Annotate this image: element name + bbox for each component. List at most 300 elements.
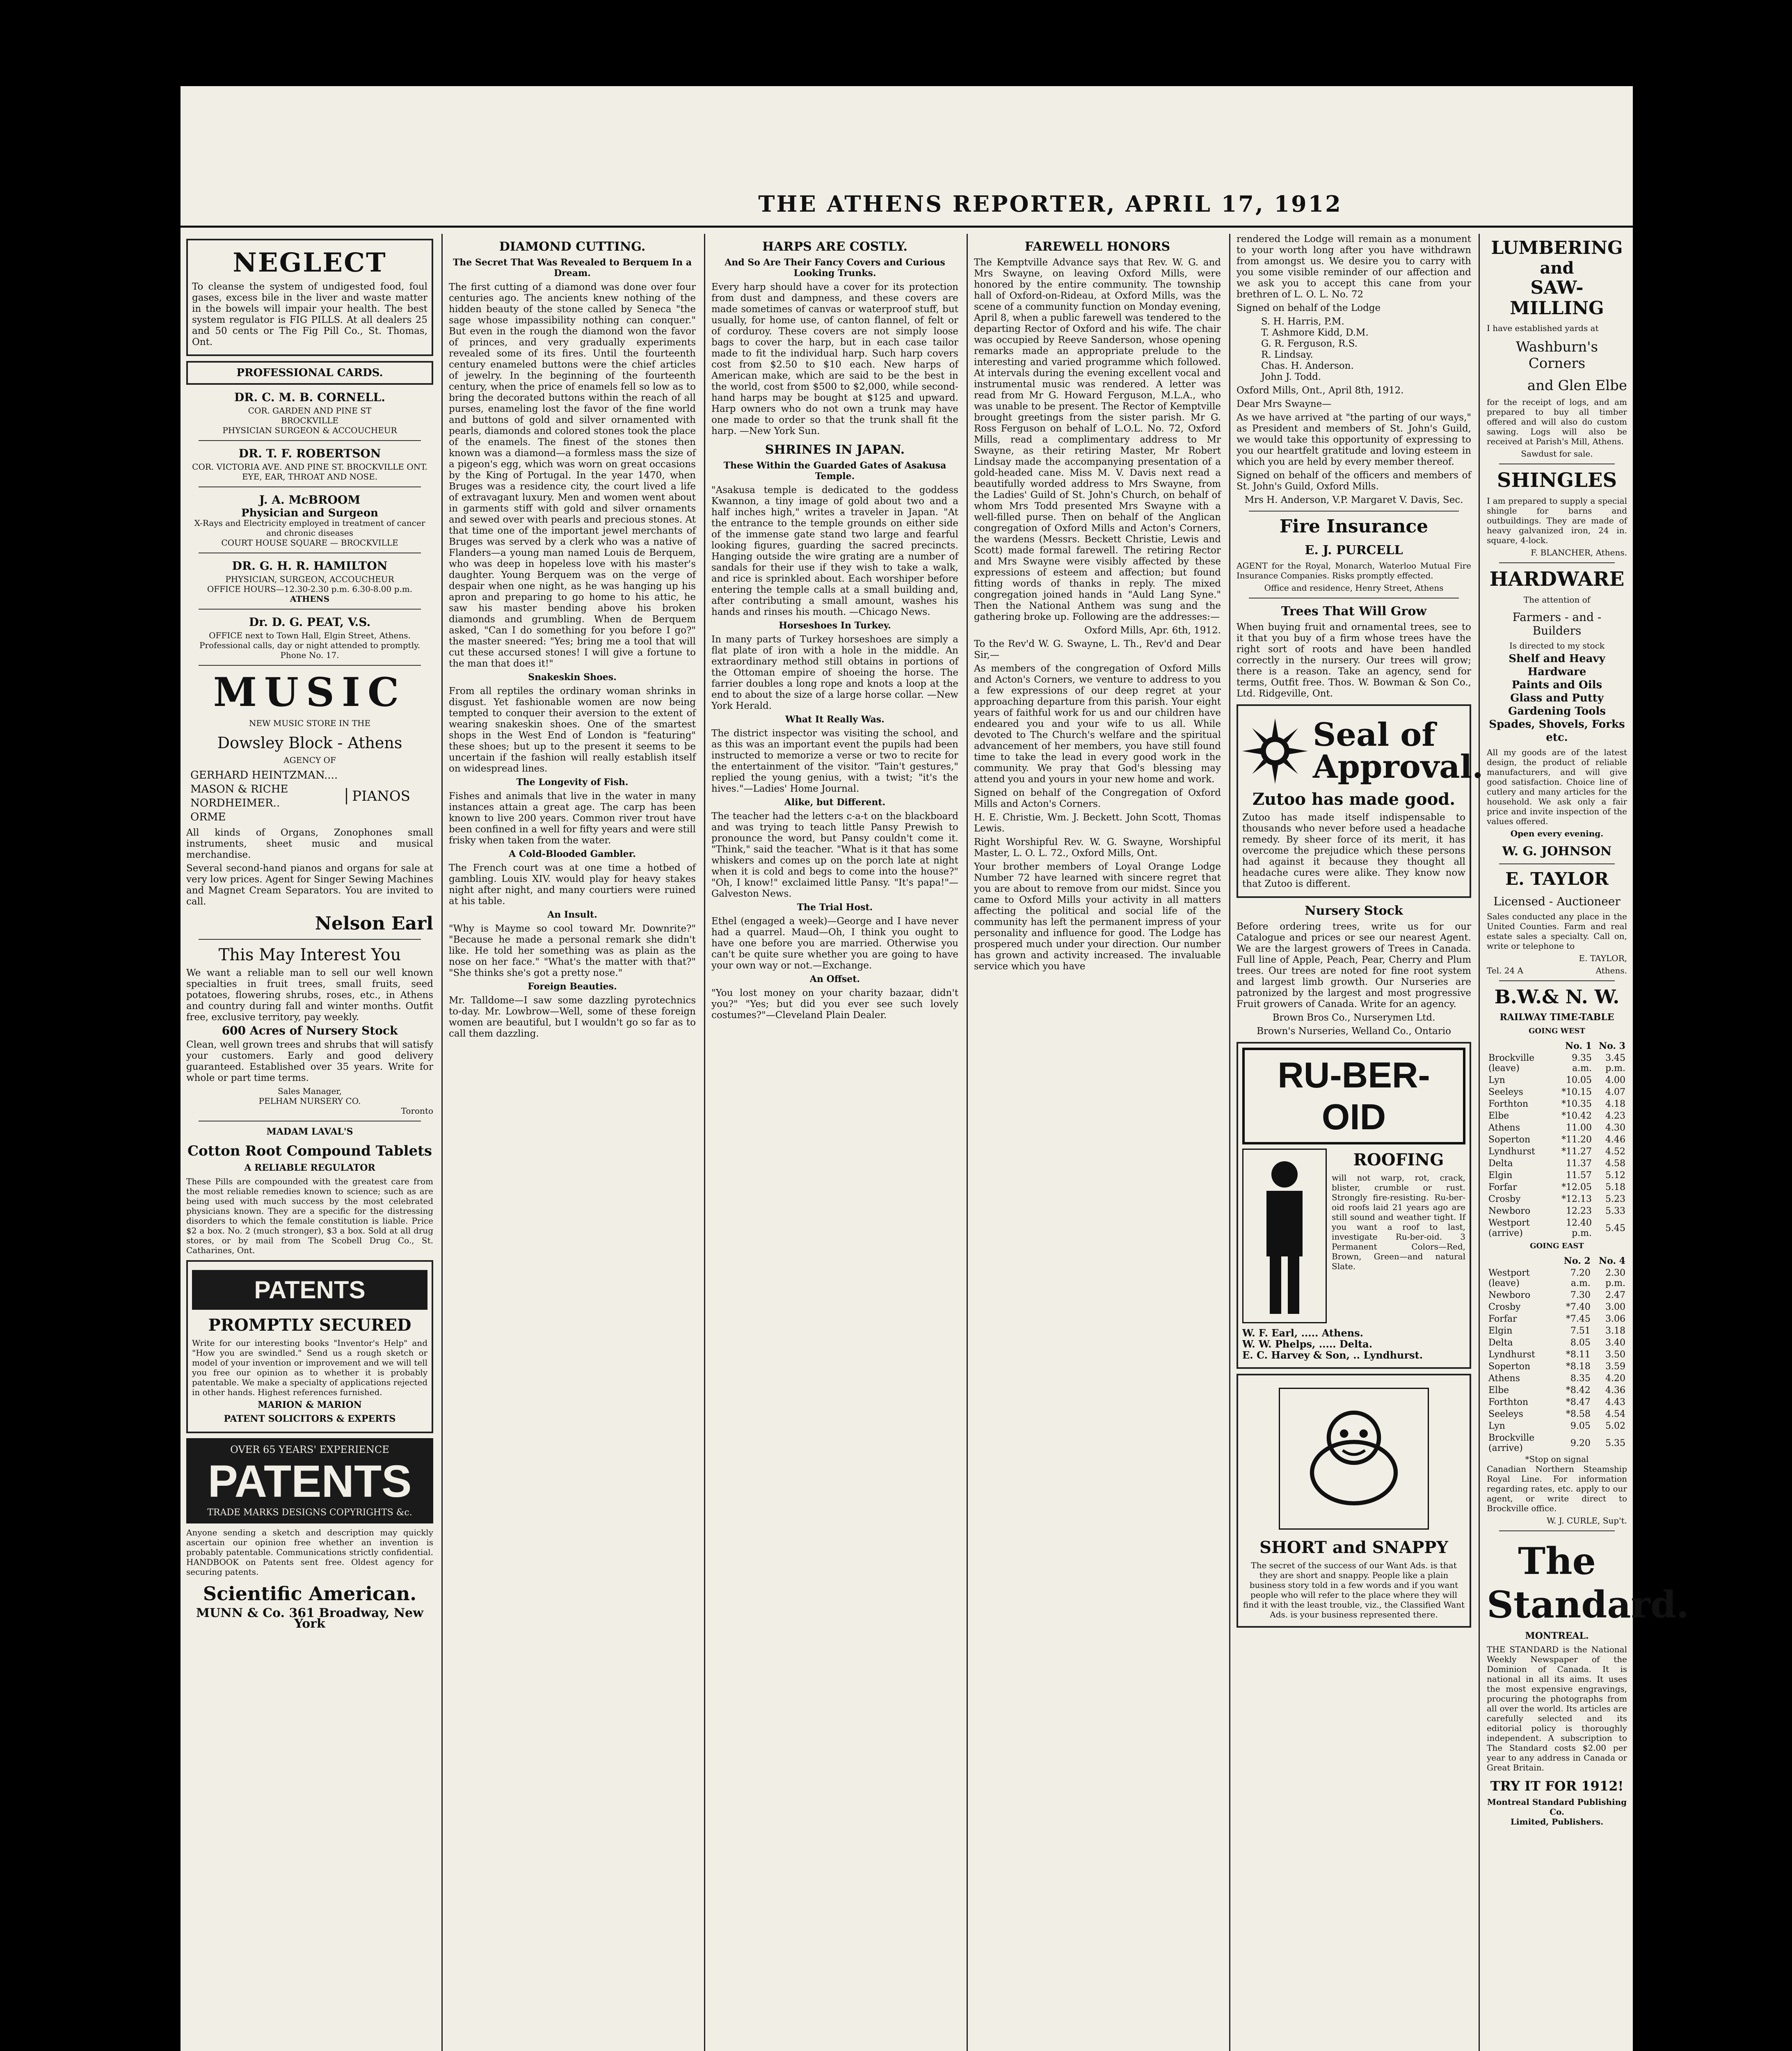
signer: John J. Todd. xyxy=(1261,372,1321,382)
roofer-illustration xyxy=(1242,1149,1327,1323)
timetable-row xyxy=(1487,1110,1627,1122)
professional-card xyxy=(186,493,433,548)
timetable-row xyxy=(1487,1301,1627,1313)
shingles-sign: F. BLANCHER, Athens. xyxy=(1531,547,1627,557)
train-time: 4.18 xyxy=(1605,1099,1625,1110)
card-line: EYE, EAR, THROAT AND NOSE. xyxy=(242,472,378,482)
fire-insurance-title: Fire Insurance xyxy=(1279,516,1429,537)
train-time: 11.37 xyxy=(1566,1158,1592,1169)
seal-title: Seal of xyxy=(1313,716,1435,754)
lodge-signed: Signed on behalf of the Lodge xyxy=(1237,303,1381,313)
divider xyxy=(1499,1530,1615,1531)
short-snappy-ad xyxy=(1237,1374,1471,1628)
article-title: What It Really Was. xyxy=(785,714,885,725)
standard-try: TRY IT FOR 1912! xyxy=(1490,1778,1624,1794)
train-time: *8.18 xyxy=(1566,1361,1591,1372)
address-body: As members of the congregation of Oxford Mills and Acton's Corners, we venture to address to you a few expressions of our deep regret at your approaching departure from this parish. Your eight years of faithful work for us and our children have endeared you and your wife to us all. While devoted to The Church's welfare and the spiritual advancement of her members, you have still found time to take the lead in every good work in the community. We pray that God's blessing may attend you and yours in your new home and work. xyxy=(974,663,1221,785)
patents-firm-sub: PATENT SOLICITORS & EXPERTS xyxy=(224,1413,396,1424)
train-time: *8.42 xyxy=(1566,1385,1591,1396)
timetable-header xyxy=(1487,1040,1627,1052)
train-time: 4.58 xyxy=(1605,1158,1625,1169)
timetable-row xyxy=(1487,1420,1627,1432)
article-title: DIAMOND CUTTING. xyxy=(499,240,646,254)
timetable-row xyxy=(1487,1337,1627,1349)
article-body: "You lost money on your charity bazaar, didn't you?" "Yes; but did you ever see such lovely costumes?"—Cleveland Plain Dealer. xyxy=(711,988,958,1021)
piano-block xyxy=(186,765,433,827)
card-name: DR. T. F. ROBERTSON xyxy=(238,447,381,461)
station-name: Lyndhurst xyxy=(1488,1350,1535,1360)
piano-brand: NORDHEIMER.. xyxy=(190,797,280,809)
nursery-stock-sign: Brown Bros Co., Nurserymen Ltd. xyxy=(1272,1012,1435,1023)
signer: S. H. Harris, P.M. xyxy=(1261,316,1344,327)
railway-stop-note: *Stop on signal xyxy=(1525,1454,1589,1464)
ruberoid-ad xyxy=(1237,1042,1471,1369)
station-name: Westport (leave) xyxy=(1488,1268,1530,1289)
train-time: 2.47 xyxy=(1605,1290,1625,1301)
taylor-body: Sales conducted any place in the United Counties. Farm and real estate sales a specialty. Call on, write or telephone to xyxy=(1487,911,1627,951)
timetable-row xyxy=(1487,1052,1627,1074)
timetable-row xyxy=(1487,1408,1627,1420)
column-4 xyxy=(968,234,1227,2051)
timetable-row xyxy=(1487,1074,1627,1086)
railway-sub: RAILWAY TIME-TABLE xyxy=(1499,1012,1614,1023)
divider xyxy=(1499,562,1615,563)
guild-to: Dear Mrs Swayne— xyxy=(1237,399,1332,409)
neglect-body: To cleanse the system of undigested food, foul gases, excess bile in the liver and waste matter in the bowels will impair your health. The best system regulator is FIG PILLS. At all dealers 25 and 50 cents or The Fig Pill Co., St. Thomas, Ont. xyxy=(192,281,427,348)
column-rule xyxy=(441,234,443,2051)
station-name: Elbe xyxy=(1488,1385,1509,1396)
laval-title: MADAM LAVAL'S xyxy=(266,1126,353,1137)
hardware-sub: Is directed to my stock xyxy=(1509,641,1605,651)
card-line: Professional calls, day or night attended to promptly. Phone No. 17. xyxy=(199,640,420,660)
train-time: 4.36 xyxy=(1605,1385,1625,1396)
train-time: 5.35 xyxy=(1605,1438,1625,1448)
station-name: Elgin xyxy=(1488,1170,1513,1181)
column-rule xyxy=(967,234,968,2051)
signer: G. R. Ferguson, R.S. xyxy=(1261,338,1358,349)
lumber-body: Sawdust for sale. xyxy=(1521,448,1593,459)
column-3 xyxy=(706,234,964,2051)
timetable-row xyxy=(1487,1267,1627,1289)
article-body: In many parts of Turkey horseshoes are simply a flat plate of iron with a hole in the middle. An extraordinary method still obtains in portions of the Ottoman empire of shoeing the horse. The farrier doubles a long rope and knots a loop at the end to about the size of a large horse collar. —New York Herald. xyxy=(711,634,958,711)
timetable-col-header xyxy=(1487,1255,1555,1267)
article-subtitle: And So Are Their Fancy Covers and Curious Looking Trunks. xyxy=(725,257,945,279)
station-name: Elbe xyxy=(1488,1111,1509,1121)
music-agency: AGENCY OF xyxy=(283,755,336,765)
hardware-item: Paints and Oils xyxy=(1511,679,1602,692)
article-body: The Kemptville Advance says that Rev. W. G. and Mrs Swayne, on leaving Oxford Mills, were honored by the entire community. The township hall of Oxford-on-Rideau, at Oxford Mills, was the scene of a community function on Monday evening, April 8, when a public farewell was tendered to the departing Rector of Oxford and his wife. The chair was occupied by Reeve Sanderson, whose opening remarks made an appropriate prelude to the interesting and varied programme which followed. At intervals during the evening excellent vocal and instrumental music was rendered. A letter was read from Mr G. Howard Ferguson, M.L.A., who was unable to be present. The Rector of Kemptville brought greetings from the sister parish. Mr G. Ross Ferguson on behalf of L.O.L. No. 72, Oxford Mills, read a complimentary address to Mr Swayne, as their retiring Master, Mr Robert Lindsay made the accompanying presentation of a gold-headed cane. Miss M. V. Davis next read a beautifully worded address to Mrs Swayne, from the Ladies' Guild of St. John's Church, on behalf of whom Mrs Todd presented Mrs Swayne with a well-filled purse. Then on behalf of the Anglican congregation of Oxford Mills and Acton's Corners, the wardens (Messrs. Beckett Christie, Lewis and Scott) made formal farewell. The retiring Rector and Mrs Swayne were visibly affected by these expressions of esteem and affection; but found fitting words of thanks in reply. The mixed congregation joined hands in "Auld Lang Syne." Then the National Anthem was sung and the gathering broke up. Following are the addresses:— xyxy=(974,257,1221,622)
timetable-east xyxy=(1487,1255,1627,1454)
zutoo-sub: Zutoo has made good. xyxy=(1252,789,1456,809)
lodge-address-cont: rendered the Lodge will remain as a monument to your worth long after you have withdrawn from amongst us. We desire you to carry with you some visible reminder of our affection and we ask you to accept this cane from your brethren of L. O. L. No. 72 xyxy=(1237,234,1471,300)
lodge-address-to: Right Worshipful Rev. W. G. Swayne, Worshipful Master, L. O. L. 72., Oxford Mills, Ont. xyxy=(974,837,1221,859)
patents-ad-2 xyxy=(186,1438,433,1523)
timetable-col-header xyxy=(1487,1040,1552,1052)
railway-sign: W. J. CURLE, Sup't. xyxy=(1546,1516,1627,1526)
railway-note: Canadian Northern Steamship Royal Line. For information regarding rates, etc. apply to our agent, or write direct to Brockville office. xyxy=(1487,1464,1627,1514)
column-rule xyxy=(1479,234,1480,2051)
patents-ad xyxy=(186,1260,433,1433)
divider xyxy=(199,486,421,487)
nursery-stock-sign: Brown's Nurseries, Welland Co., Ontario xyxy=(1257,1026,1451,1037)
train-time: *8.11 xyxy=(1566,1350,1591,1360)
timetable-row xyxy=(1487,1217,1627,1239)
trees-body: When buying fruit and ornamental trees, see to it that you buy of a firm whose trees have the right sort of roots and have been handled correctly in the nursery. Our trees will grow; there is a reason. Take an agency, send for terms, Outfit free. Thos. W. Bowman & Son Co., Ltd. Ridgeville, Ont. xyxy=(1237,621,1471,699)
article-body: The district inspector was visiting the school, and as this was an important event the pupils had been instructed to memorize a verse or two to recite for the entertainment of the visitor. "Tain't gestures," replied the young genius, with a twist; "it's the hives."—Ladies' Home Journal. xyxy=(711,728,958,794)
timetable-row xyxy=(1487,1289,1627,1301)
train-time: *8.47 xyxy=(1566,1397,1591,1408)
station-name: Soperton xyxy=(1488,1361,1531,1372)
nursery-ad-sub: 600 Acres of Nursery Stock xyxy=(222,1023,398,1037)
taylor-contact xyxy=(1487,966,1627,975)
station-name: Delta xyxy=(1488,1158,1513,1169)
trees-title: Trees That Will Grow xyxy=(1281,604,1427,619)
timetable-west xyxy=(1487,1040,1627,1239)
train-time: 7.51 xyxy=(1570,1326,1591,1336)
station-name: Crosby xyxy=(1488,1302,1521,1313)
lodge-address-body: Your brother members of Loyal Orange Lodge Number 72 have learned with sincere regret that you are about to remove from our midst. Since you came to Oxford Mills your activity in all matters affecting the political and social life of the community has left the permanent impress of your personality and influence for good. The Lodge has prospered much under your direction. Our number has grown and activity increased. The invaluable service which you have xyxy=(974,861,1221,972)
masthead-rule xyxy=(181,226,1633,228)
lumber-place: and Glen Elbe xyxy=(1527,377,1627,394)
train-time: 4.20 xyxy=(1605,1373,1625,1384)
music-body: All kinds of Organs, Zonophones small instruments, sheet music and musical merchandise. xyxy=(186,827,433,860)
laval-title: Cotton Root Compound Tablets xyxy=(187,1142,432,1159)
train-time: 7.20 a.m. xyxy=(1570,1268,1591,1289)
music-sign: Nelson Earl xyxy=(315,913,433,934)
article-body: "Asakusa temple is dedicated to the goddess Kwannon, a tiny image of gold about two and a half inches high," writes a traveler in Japan. "At the entrance to the temple grounds on either side of the immense gate stand two large and fearful looking figures, guarding the sacred precincts. Hanging outside the wire grating are a number of sandals for their use if they wish to take a walk, and rice is sprinkled about. Each worshiper before entering the temple calls at a small building and, after contributing a small amount, washes his hands and rinses his mouth. —Chicago News. xyxy=(711,485,958,617)
seal-title-block xyxy=(1313,716,1483,786)
train-time: *8.58 xyxy=(1566,1409,1591,1420)
column-6 xyxy=(1481,234,1689,2051)
divider xyxy=(199,609,421,610)
patents2-title: PATENTS xyxy=(208,1456,412,1507)
station-name: Athens xyxy=(1488,1123,1520,1133)
agent-line: E. C. Harvey & Son, .. Lyndhurst. xyxy=(1242,1349,1423,1361)
timetable-row xyxy=(1487,1373,1627,1384)
signer: T. Ashmore Kidd, D.M. xyxy=(1261,327,1369,338)
lumber-title: SAW-MILLING xyxy=(1510,277,1604,319)
hardware-title: HARDWARE xyxy=(1489,567,1625,591)
railway-west-label: GOING WEST xyxy=(1529,1027,1585,1036)
nursery-stock-body: Before ordering trees, write us for our Catalogue and prices or see our nearest Agent. We are the largest growers of Trees in Canada. Full line of Apple, Peach, Pear, Cherry and Plum trees. Our trees are noted for fine root system and largest limb growth. Our Nurseries are patronized by the largest and most progressive Fruit growers of Canada. Write for an agency. xyxy=(1237,921,1471,1010)
article-title: The Trial Host. xyxy=(797,902,873,913)
card-line: OFFICE HOURS—12.30-2.30 p.m. 6.30-8.00 p.m. xyxy=(207,584,413,594)
card-name: Dr. D. G. PEAT, V.S. xyxy=(249,615,371,629)
train-time: 8.35 xyxy=(1570,1373,1591,1384)
train-time: 8.05 xyxy=(1570,1338,1591,1348)
article-title: An Insult. xyxy=(547,909,597,920)
article-title: A Cold-Blooded Gambler. xyxy=(509,849,636,859)
card-name: DR. C. M. B. CORNELL. xyxy=(234,391,385,404)
train-time: *10.15 xyxy=(1561,1087,1592,1098)
timetable-row xyxy=(1487,1384,1627,1396)
hardware-items xyxy=(1487,652,1627,744)
column-rule xyxy=(1229,234,1230,2051)
railway-title: B.W.& N. W. xyxy=(1494,986,1620,1008)
train-time: *11.27 xyxy=(1561,1147,1592,1157)
card-line: PHYSICIAN SURGEON & ACCOUCHEUR xyxy=(222,425,397,436)
station-name: Forthton xyxy=(1488,1099,1529,1110)
signer: R. Lindsay. xyxy=(1261,349,1313,360)
patents2-marks: TRADE MARKS DESIGNS COPYRIGHTS &c. xyxy=(207,1507,412,1518)
train-time: 5.12 xyxy=(1605,1170,1625,1181)
standard-city: MONTREAL. xyxy=(1525,1631,1589,1642)
timetable-row xyxy=(1487,1169,1627,1181)
train-time: 4.54 xyxy=(1605,1409,1625,1420)
train-time: 3.50 xyxy=(1605,1350,1625,1360)
station-name: Newboro xyxy=(1488,1290,1531,1301)
train-time: 4.46 xyxy=(1605,1135,1625,1145)
train-time: 4.00 xyxy=(1605,1075,1625,1086)
timetable-row xyxy=(1487,1205,1627,1217)
station-name: Athens xyxy=(1488,1373,1520,1384)
train-time: 11.00 xyxy=(1566,1123,1592,1133)
timetable-col-header: No. 3 xyxy=(1598,1041,1625,1052)
nursery-stock-title: Nursery Stock xyxy=(1305,903,1403,918)
article-title: Horseshoes In Turkey. xyxy=(779,620,891,631)
agent-line: W. F. Earl, ..... Athens. xyxy=(1242,1327,1364,1339)
piano-brand: ORME xyxy=(190,811,226,823)
fire-insurance-office: Office and residence, Henry Street, Athens xyxy=(1264,582,1444,593)
station-name: Brockville (arrive) xyxy=(1488,1433,1535,1454)
hardware-item: Spades, Shovels, Forks etc. xyxy=(1489,718,1625,744)
masthead: THE ATHENS REPORTER, APRIL 17, 1912 xyxy=(758,191,1342,217)
column-5 xyxy=(1231,234,1483,2051)
patents2-top: OVER 65 YEARS' EXPERIENCE xyxy=(230,1443,389,1455)
train-time: 11.57 xyxy=(1566,1170,1592,1181)
divider xyxy=(199,665,421,666)
lumber-body: I have established yards at xyxy=(1487,323,1599,333)
fire-insurance-body: AGENT for the Royal, Monarch, Waterloo Mutual Fire Insurance Companies. Risks promptly effected. xyxy=(1237,560,1471,580)
train-time: *12.05 xyxy=(1561,1182,1592,1193)
timetable-row xyxy=(1487,1361,1627,1373)
timetable-row xyxy=(1487,1193,1627,1205)
shingles-title: SHINGLES xyxy=(1497,468,1617,492)
station-name: Forthton xyxy=(1488,1397,1529,1408)
station-name: Westport (arrive) xyxy=(1488,1218,1530,1239)
card-line: COURT HOUSE SQUARE — BROCKVILLE xyxy=(221,538,398,548)
timetable-row xyxy=(1487,1349,1627,1361)
nursery-sign: PELHAM NURSERY CO. xyxy=(258,1096,361,1106)
nursery-ad-body: We want a reliable man to sell our well known specialties in fruit trees, small fruits, seed potatoes, flowering shrubs, roses, etc., in Athens and country during fall and winter months. Outfit free, exclusive territory, pay weekly. xyxy=(186,967,433,1023)
column-1 xyxy=(181,234,439,2051)
article-title: HARPS ARE COSTLY. xyxy=(762,240,907,254)
train-time: *10.42 xyxy=(1561,1111,1592,1121)
hardware-sign: W. G. JOHNSON xyxy=(1502,844,1612,859)
short-snappy-body: The secret of the success of our Want Ads. is that they are short and snappy. People like a plain business story told in a few words and if you want people who will refer to the place where they will find it with the least trouble, viz., the Classified Want Ads. is your business represented there. xyxy=(1243,1560,1465,1619)
card-line: ATHENS xyxy=(290,594,330,604)
article-subtitle: These Within the Guarded Gates of Asakusa Temple. xyxy=(723,460,946,482)
taylor-sub: Licensed - Auctioneer xyxy=(1493,895,1621,909)
ruberoid-text xyxy=(1332,1144,1465,1327)
divider xyxy=(199,440,421,441)
train-time: 4.52 xyxy=(1605,1147,1625,1157)
train-time: 9.20 xyxy=(1570,1438,1591,1448)
station-name: Brockville (leave) xyxy=(1488,1053,1535,1074)
music-sub: NEW MUSIC STORE IN THE xyxy=(249,718,371,728)
taylor-title: E. TAYLOR xyxy=(1505,869,1609,889)
column-rule xyxy=(704,234,705,2051)
card-line: X-Rays and Electricity employed in treatment of cancer and chronic diseases xyxy=(194,518,425,538)
article-title: Foreign Beauties. xyxy=(528,981,617,992)
train-time: 9.05 xyxy=(1570,1421,1591,1432)
lumber-place: Washburn's Corners xyxy=(1515,338,1598,372)
station-name: Lyn xyxy=(1488,1075,1505,1086)
lodge-signers xyxy=(1261,316,1471,383)
train-time: 4.30 xyxy=(1605,1123,1625,1133)
address-to: To the Rev'd W. G. Swayne, L. Th., Rev'd and Dear Sir,— xyxy=(974,639,1221,660)
article-body: Fishes and animals that live in the water in many instances attain a great age. The carp has been known to live 200 years. Common river trout have been confined in a well for fifty years and were still frisky when taken from the water. xyxy=(449,791,696,846)
train-time: *12.13 xyxy=(1561,1194,1592,1205)
zutoo-body: Zutoo has made itself indispensable to thousands who never before used a headache remedy. By sheer force of its merit, it has overcome the prejudice which these persons had against it because they thought all headache cures were alike. They know now that Zutoo is different. xyxy=(1242,812,1465,889)
article-body: From all reptiles the ordinary woman shrinks in disgust. Yet fashionable women are now being tempted to conquer their aversion to the extent of wearing snakeskin shoes. One of the smartest shops in the West End of London is "featuring" these shoes; but up to the present it seems to be uncertain if the fashion will really establish itself on widespread lines. xyxy=(449,686,696,774)
patents-firm: MARION & MARION xyxy=(258,1399,362,1410)
railway-east-label: GOING EAST xyxy=(1530,1242,1584,1251)
train-time: 4.43 xyxy=(1605,1397,1625,1408)
timetable-row xyxy=(1487,1158,1627,1169)
article-body: Mr. Talldome—I saw some dazzling pyrotechnics to-day. Mr. Lowbrow—Well, some of these foreign women are beautiful, but I wouldn't go so far as to call them dazzling. xyxy=(449,995,696,1039)
music-body: Several second-hand pianos and organs for sale at very low prices. Agent for Singer Sewing Machines and Magnet Cream Separators. You are invited to call. xyxy=(186,863,433,907)
train-time: 5.02 xyxy=(1605,1421,1625,1432)
professional-card xyxy=(186,447,433,482)
address-signers: H. E. Christie, Wm. J. Beckett. John Scott, Thomas Lewis. xyxy=(974,812,1221,834)
train-time: 5.33 xyxy=(1605,1206,1625,1217)
fire-insurance-name: E. J. PURCELL xyxy=(1305,543,1403,557)
neglect-ad xyxy=(186,239,433,356)
article-title: The Longevity of Fish. xyxy=(516,777,629,788)
article-body: "Why is Mayme so cool toward Mr. Downrite?" "Because he made a personal remark she didn't like. He told her something was as plain as the nose on her face." "What's the matter with that?" "She thinks she's got a pretty nose." xyxy=(449,923,696,978)
train-time: 3.59 xyxy=(1605,1361,1625,1372)
laval-body: These Pills are compounded with the greatest care from the most reliable remedies known to science; such as are being used with much success by the most celebrated physicians known. They are a specific for the distressing disorders to which the female constitution is liable. Price $2 a box. No. 2 (much stronger), $3 a box. Sold at all drug stores, or by mail from The Scobell Drug Co., St. Catharines, Ont. xyxy=(186,1176,433,1255)
signer: Chas. H. Anderson. xyxy=(1261,361,1354,371)
laval-sub: A RELIABLE REGULATOR xyxy=(244,1162,375,1173)
professional-cards-title: PROFESSIONAL CARDS. xyxy=(186,361,433,385)
seal-sunburst-icon xyxy=(1242,718,1308,784)
station-name: Soperton xyxy=(1488,1135,1531,1145)
lumber-body: for the receipt of logs, and am prepared to buy all timber offered and will also do custom sawing. Logs will also be received at Parish's Mill, Athens. xyxy=(1487,397,1627,446)
card-line: OFFICE next to Town Hall, Elgin Street, Athens. xyxy=(209,630,411,641)
ruberoid-body: will not warp, rot, crack, blister, crumble or rust. Strongly fire-resisting. Ru-ber-oid roofs laid 21 years ago are still sound and weather tight. If you want a roof to last, investigate Ru-ber-oid. 3 Permanent Colors—Red, Brown, Green—and natural Slate. xyxy=(1332,1172,1465,1271)
train-time: 12.23 xyxy=(1566,1206,1592,1217)
train-time: 5.23 xyxy=(1605,1194,1625,1205)
card-line: Physician and Surgeon xyxy=(241,507,378,520)
station-name: Lyndhurst xyxy=(1488,1147,1535,1157)
train-time: 9.35 a.m. xyxy=(1572,1053,1592,1074)
lumber-title: LUMBERING xyxy=(1491,238,1623,258)
nursery-sign: Toronto xyxy=(401,1105,433,1116)
timetable-row xyxy=(1487,1098,1627,1110)
article-title: SHRINES IN JAPAN. xyxy=(765,443,905,457)
train-time: 4.23 xyxy=(1605,1111,1625,1121)
nursery-ad-title: This May Interest You xyxy=(218,945,401,964)
ruberoid-agents xyxy=(1242,1327,1465,1361)
nursery-ad-body: Clean, well grown trees and shrubs that will satisfy your customers. Early and good delivery guaranteed. Established over 35 years. Write for whole or part time terms. xyxy=(186,1039,433,1083)
train-time: 3.00 xyxy=(1605,1302,1625,1313)
scientific-american: Scientific American. xyxy=(203,1582,417,1605)
card-line: COR. GARDEN AND PINE ST xyxy=(248,406,372,416)
ruberoid-sub: ROOFING xyxy=(1353,1150,1444,1169)
train-time: *10.35 xyxy=(1561,1099,1592,1110)
guild-signers: Mrs H. Anderson, V.P. Margaret V. Davis, Sec. xyxy=(1244,495,1463,505)
patents-sub: PROMPTLY SECURED xyxy=(208,1315,411,1335)
patents2-body: Anyone sending a sketch and description may quickly ascertain our opinion free whether an invention is probably patentable. Communications strictly confidential. HANDBOOK on Patents sent free. Oldest agency for securing patents. xyxy=(186,1527,433,1577)
hardware-item: Gardening Tools xyxy=(1508,705,1606,718)
address-date: Oxford Mills, Apr. 6th, 1912. xyxy=(1084,625,1221,636)
man-figure-icon xyxy=(1243,1150,1326,1322)
article-body: Every harp should have a cover for its protection from dust and dampness, and these covers are made sometimes of canvas or waterproof stuff, but usually, for home use, of canton flannel, of felt or of corduroy. These covers are not simply loose bags to cover the harp, but in each case tailor made to fit the individual harp. Such harp covers cost from $2.50 to $10 each. New harps of American make, which are said to be the best in the world, cost from $500 to $2,000, while second-hand harps may be bought at $125 and upward. Harp owners who do not own a trunk may have one made to order so that the trunk shall fit the harp. —New York Sun. xyxy=(711,282,958,436)
newspaper-page xyxy=(181,86,1689,2051)
taylor-sign: E. TAYLOR, xyxy=(1579,953,1627,964)
article-body: The French court was at one time a hotbed of gambling. Louis XIV. would play for heavy stakes night after night, and many courtiers were ruined at his table. xyxy=(449,863,696,907)
standard-body: THE STANDARD is the National Weekly Newspaper of the Dominion of Canada. It is national in all its aims. It uses the most expensive engravings, procuring the photographs from all over the world. Its articles are carefully selected and its editorial policy is thoroughly independent. A subscription to The Standard costs $2.00 per year to any address in Canada or Great Britain. xyxy=(1487,1644,1627,1773)
train-time: 5.18 xyxy=(1605,1182,1625,1193)
timetable-col-header: No. 2 xyxy=(1563,1256,1591,1267)
dog-illustration xyxy=(1279,1388,1429,1530)
pianos-label: PIANOS xyxy=(346,788,410,804)
timetable-col-header: No. 1 xyxy=(1565,1041,1592,1052)
professional-card xyxy=(186,391,433,435)
timetable-row xyxy=(1487,1313,1627,1325)
article-subtitle: The Secret That Was Revealed to Berquem In a Dream. xyxy=(453,257,692,279)
professional-card xyxy=(186,559,433,604)
station-name: Crosby xyxy=(1488,1194,1521,1205)
hardware-item: Shelf and Heavy Hardware xyxy=(1509,653,1605,678)
article-body: The teacher had the letters c-a-t on the blackboard and was trying to teach little Pansy Prewish to pronounce the word, but Pansy couldn't come it. "Think," said the teacher. "What is it that has some whiskers and comes up on the porch late at night when it is cold and begs to come into the house?" "Oh, I know!" exclaimed little Pansy. "It's papa!"—Galveston News. xyxy=(711,811,958,899)
station-name: Elgin xyxy=(1488,1326,1513,1336)
address-signed: Signed on behalf of the Congregation of Oxford Mills and Acton's Corners. xyxy=(974,788,1221,809)
divider xyxy=(1499,980,1615,981)
card-line: BROCKVILLE xyxy=(281,416,338,426)
article-title: Snakeskin Shoes. xyxy=(528,672,617,683)
seal-header xyxy=(1242,716,1483,786)
seal-title: Approval. xyxy=(1313,748,1483,786)
taylor-tel: Tel. 24 A xyxy=(1487,966,1523,976)
station-name: Seeleys xyxy=(1488,1409,1523,1420)
patents-body: Write for our interesting books "Inventor's Help" and "How you are swindled." Send us a rough sketch or model of your invention or improvement and we will tell you free our opinion as to whether it is probably patentable. We make a specialty of applications rejected in other hands. Highest references furnished. xyxy=(192,1338,427,1397)
hardware-sub: The attention of xyxy=(1523,595,1591,605)
patents-title: PATENTS xyxy=(192,1270,427,1310)
munn-firm: MUNN & Co. 361 Broadway, New York xyxy=(196,1606,424,1631)
column-2 xyxy=(443,234,702,2051)
music-title: MUSIC xyxy=(213,669,407,716)
hardware-item: Glass and Putty xyxy=(1510,692,1604,705)
train-time: 4.07 xyxy=(1605,1087,1625,1098)
train-time: *7.40 xyxy=(1566,1302,1591,1313)
card-line: PHYSICIAN, SURGEON, ACCOUCHEUR xyxy=(225,574,394,585)
nursery-sign: Sales Manager, xyxy=(277,1086,342,1096)
train-time: 3.18 xyxy=(1605,1326,1625,1336)
train-time: 5.45 xyxy=(1605,1223,1625,1233)
shingles-body: I am prepared to supply a special shingle for barns and outbuildings. They are made of heavy galvanized iron, 24 in. square, 4-lock. xyxy=(1487,496,1627,545)
piano-list xyxy=(190,768,338,824)
divider xyxy=(1499,863,1615,864)
timetable-row xyxy=(1487,1325,1627,1337)
article-title: An Offset. xyxy=(809,974,860,984)
music-place: Dowsley Block - Athens xyxy=(217,733,402,752)
train-time: 3.06 xyxy=(1605,1314,1625,1325)
station-name: Forfar xyxy=(1488,1314,1517,1325)
article-body: Ethel (engaged a week)—George and I have never had a quarrel. Maud—Oh, I think you ought to have one before you are married. Otherwise you can't be quite sure whether you are going to have your own way or not.—Exchange. xyxy=(711,916,958,971)
lodge-date: Oxford Mills, Ont., April 8th, 1912. xyxy=(1237,385,1404,396)
guild-signed: Signed on behalf of the officers and members of St. John's Guild, Oxford Mills. xyxy=(1237,470,1471,492)
hardware-sub: Farmers - and - Builders xyxy=(1512,610,1602,638)
agent-line: W. W. Phelps, ..... Delta. xyxy=(1242,1338,1373,1350)
article-title: Alike, but Different. xyxy=(784,797,886,808)
station-name: Forfar xyxy=(1488,1182,1517,1193)
bulldog-icon xyxy=(1280,1389,1428,1528)
ruberoid-title: RU-BER-OID xyxy=(1242,1048,1465,1144)
timetable-header xyxy=(1487,1255,1627,1267)
